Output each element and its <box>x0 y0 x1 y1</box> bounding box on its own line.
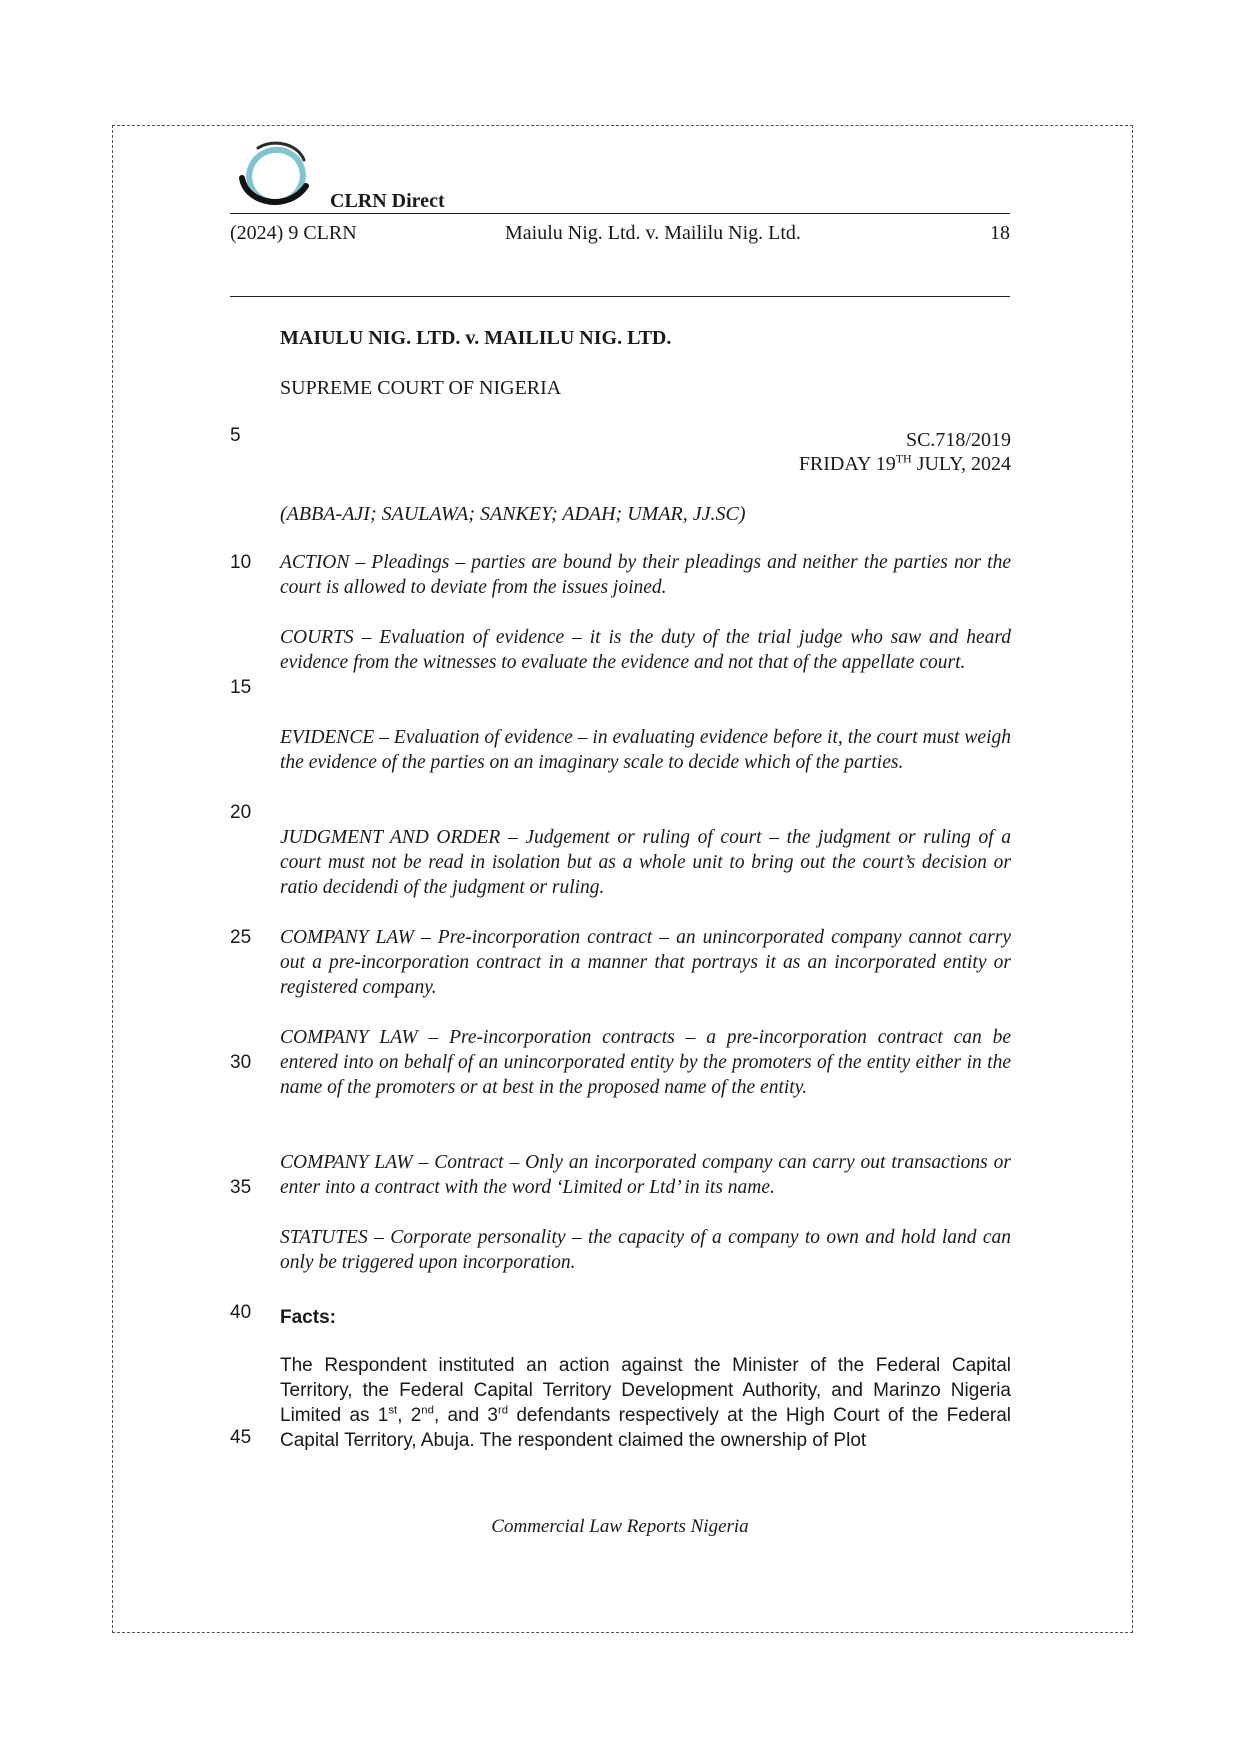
headnote: COURTS – Evaluation of evidence – it is the duty of the trial judge who saw and heard evidence from the witnesses to evaluate the evidence and not that of the appellate court. <box>280 627 1011 673</box>
facts-heading: Facts: <box>280 1307 336 1328</box>
header-citation: (2024) 9 CLRN <box>230 222 357 244</box>
case-title: MAIULU NIG. LTD. v. MAILILU NIG. LTD. <box>280 327 672 349</box>
facts-paragraph: The Respondent instituted an action against the Minister of the Federal Capital Territory, the Federal Capital Territory Development Authority, and Marinzo Nigeria Limited as 1st, 2nd, and 3rd defendants respectively at the High Court of the Federal Capital Territory, Abuja. The respondent claimed the ownership of Plot <box>280 1355 1011 1451</box>
brand-name: CLRN Direct <box>330 190 445 212</box>
coram: (ABBA-AJI; SAULAWA; SANKEY; ADAH; UMAR, JJ.SC) <box>280 503 746 525</box>
headnote: EVIDENCE – Evaluation of evidence – in evaluating evidence before it, the court must weigh the evidence of the parties on an imaginary scale to decide which of the parties. <box>280 727 1011 773</box>
header-running-title: Maiulu Nig. Ltd. v. Maililu Nig. Ltd. <box>505 222 801 244</box>
suit-info <box>280 428 1011 476</box>
clrn-logo-icon <box>236 138 318 212</box>
line-number: 45 <box>230 1427 252 1448</box>
line-number: 25 <box>230 927 252 948</box>
line-number: 5 <box>230 425 241 446</box>
headnote: COMPANY LAW – Pre-incorporation contracts – a pre-incorporation contract can be entered into on behalf of an unincorporated entity by the promoters of the entity either in the name of the promoters or at best in the proposed name of the entity. <box>280 1027 1011 1098</box>
headnote: COMPANY LAW – Contract – Only an incorporated company can carry out transactions or enter into a contract with the word ‘Limited or Ltd’ in its name. <box>280 1152 1011 1198</box>
court-name: SUPREME COURT OF NIGERIA <box>280 377 562 399</box>
header-rule <box>230 213 1010 214</box>
headnote: STATUTES – Corporate personality – the capacity of a company to own and hold land can only be triggered upon incorporation. <box>280 1227 1011 1273</box>
line-number: 20 <box>230 802 252 823</box>
line-number: 40 <box>230 1302 252 1323</box>
line-number: 15 <box>230 677 252 698</box>
headnote: ACTION – Pleadings – parties are bound by their pleadings and neither the parties nor the court is allowed to deviate from the issues joined. <box>280 552 1011 598</box>
header-bottom-rule <box>230 296 1010 297</box>
line-number: 10 <box>230 552 252 573</box>
suit-number: SC.718/2019 <box>905 429 1011 451</box>
headnote: COMPANY LAW – Pre-incorporation contract – an unincorporated company cannot carry out a pre-incorporation contract in a manner that portrays it as an incorporated entity or registered company. <box>280 927 1011 998</box>
headnote: JUDGMENT AND ORDER – Judgement or ruling of court – the judgment or ruling of a court must not be read in isolation but as a whole unit to bring out the court’s decision or ratio decidendi of the judgment or ruling. <box>280 827 1011 898</box>
line-number: 30 <box>230 1052 252 1073</box>
page-footer: Commercial Law Reports Nigeria <box>491 1516 749 1537</box>
header-page-number: 18 <box>990 222 1010 244</box>
line-number: 35 <box>230 1177 252 1198</box>
judgment-date: FRIDAY 19TH JULY, 2024 <box>798 451 1011 475</box>
